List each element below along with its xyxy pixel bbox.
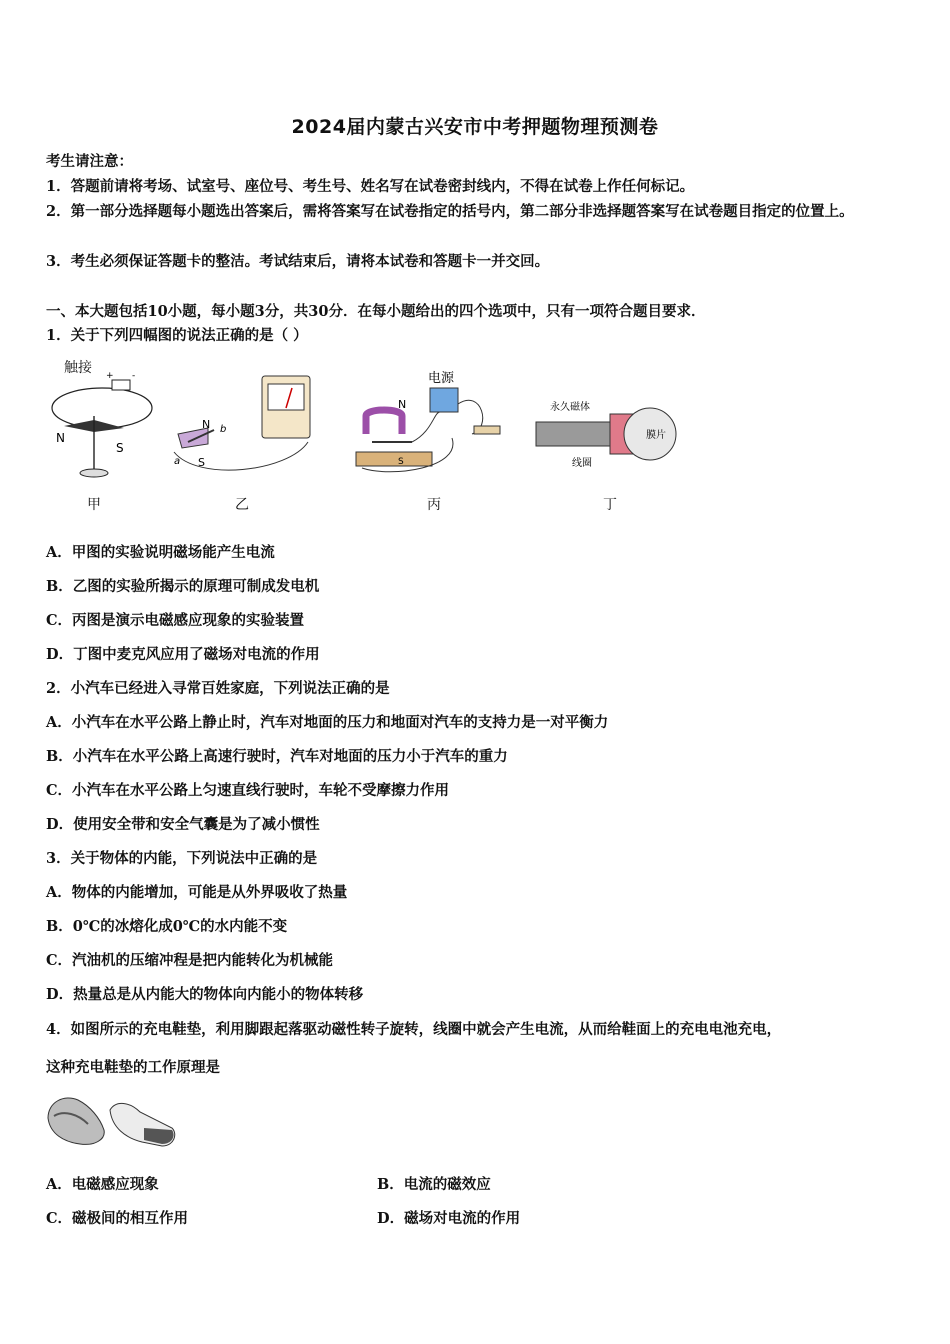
q2-option-c: C．小汽车在水平公路上匀速直线行驶时，车轮不受摩擦力作用	[46, 782, 450, 799]
ding-magnet-label: 永久磁体	[550, 402, 590, 413]
bing-magnet	[366, 410, 402, 434]
jia-wire	[52, 388, 152, 428]
bing-power-box	[430, 388, 458, 412]
q4-option-c: C．磁极间的相互作用	[46, 1210, 189, 1227]
jia-n: N	[56, 431, 65, 445]
yi-magnet	[178, 428, 208, 448]
figure-jia	[44, 356, 159, 486]
q4-insole-figure	[44, 1088, 180, 1154]
q3-option-d: D．热量总是从内能大的物体向内能小的物体转移	[46, 986, 364, 1003]
yi-a: a	[174, 456, 181, 467]
figure-bing	[352, 368, 512, 480]
q2-option-a: A．小汽车在水平公路上静止时，汽车对地面的压力和地面对汽车的支持力是一对平衡力	[46, 714, 609, 731]
q1-option-a: A．甲图的实验说明磁场能产生电流	[46, 544, 275, 561]
jia-minus: -	[132, 371, 136, 381]
yi-s: S	[198, 456, 205, 469]
jia-base	[80, 469, 108, 477]
bing-wire-1	[412, 412, 440, 442]
notice-item-3: 3．考生必须保证答题卡的整洁。考试结束后，请将本试卷和答题卡一并交回。	[46, 253, 550, 270]
q3-option-b: B．0℃的冰熔化成0℃的水内能不变	[46, 918, 288, 935]
bing-power-label: 电源	[428, 371, 455, 386]
notice-heading: 考生请注意：	[46, 153, 133, 170]
q3-stem: 3．关于物体的内能，下列说法中正确的是	[46, 850, 318, 867]
figure-bing-label: 丙	[427, 497, 441, 513]
jia-battery	[112, 380, 130, 390]
section-heading: 一、本大题包括10小题，每小题3分，共30分．在每小题给出的四个选项中，只有一项符合题目要求．	[46, 303, 706, 320]
jia-touch-label: 触接	[64, 360, 92, 376]
q1-option-d: D．丁图中麦克风应用了磁场对电流的作用	[46, 646, 320, 663]
page-title: 2024届内蒙古兴安市中考押题物理预测卷	[291, 116, 659, 138]
q4-option-a: A．电磁感应现象	[46, 1176, 159, 1193]
yi-b: b	[220, 424, 227, 435]
yi-n: N	[202, 418, 211, 431]
bing-n: N	[398, 398, 407, 411]
bing-s: S	[398, 457, 404, 467]
q2-option-d: D．使用安全带和安全气囊是为了减小惯性	[46, 816, 320, 833]
jia-plus: +	[106, 371, 114, 381]
figure-ding	[532, 392, 682, 474]
notice-item-1: 1．答题前请将考场、试室号、座位号、考生号、姓名写在试卷密封线内，不得在试卷上作任何标记。	[46, 178, 695, 195]
notice-item-2: 2．第一部分选择题每小题选出答案后，需将答案写在试卷指定的括号内，第二部分非选择题答案写在试卷题目指定的位置上。	[46, 203, 854, 220]
q1-stem: 1．关于下列四幅图的说法正确的是（ ）	[46, 327, 308, 344]
q1-option-b: B．乙图的实验所揭示的原理可制成发电机	[46, 578, 320, 595]
q4-stem-line2: 这种充电鞋垫的工作原理是	[46, 1059, 220, 1076]
figure-yi-label: 乙	[235, 497, 249, 513]
q4-option-d: D．磁场对电流的作用	[377, 1210, 521, 1227]
ding-handle	[536, 422, 610, 446]
bing-switch	[474, 426, 500, 434]
q4-shoe	[48, 1098, 104, 1144]
jia-s: S	[116, 441, 124, 455]
q3-option-c: C．汽油机的压缩冲程是把内能转化为机械能	[46, 952, 334, 969]
q3-option-a: A．物体的内能增加，可能是从外界吸收了热量	[46, 884, 348, 901]
figure-yi	[168, 372, 328, 482]
bing-base	[356, 452, 432, 466]
q2-option-b: B．小汽车在水平公路上高速行驶时，汽车对地面的压力小于汽车的重力	[46, 748, 508, 765]
q2-stem: 2．小汽车已经进入寻常百姓家庭，下列说法正确的是	[46, 680, 390, 697]
ding-coil-label: 线圈	[572, 458, 592, 469]
figure-ding-label: 丁	[603, 497, 617, 513]
q1-option-c: C．丙图是演示电磁感应现象的实验装置	[46, 612, 305, 629]
ding-membrane-label: 膜片	[646, 430, 666, 441]
figure-jia-label: 甲	[87, 497, 101, 513]
q4-option-b: B．电流的磁效应	[377, 1176, 491, 1193]
q4-stem-line1: 4．如图所示的充电鞋垫，利用脚跟起落驱动磁性转子旋转，线圈中就会产生电流，从而给鞋面上的充电电池充电，	[46, 1021, 782, 1038]
